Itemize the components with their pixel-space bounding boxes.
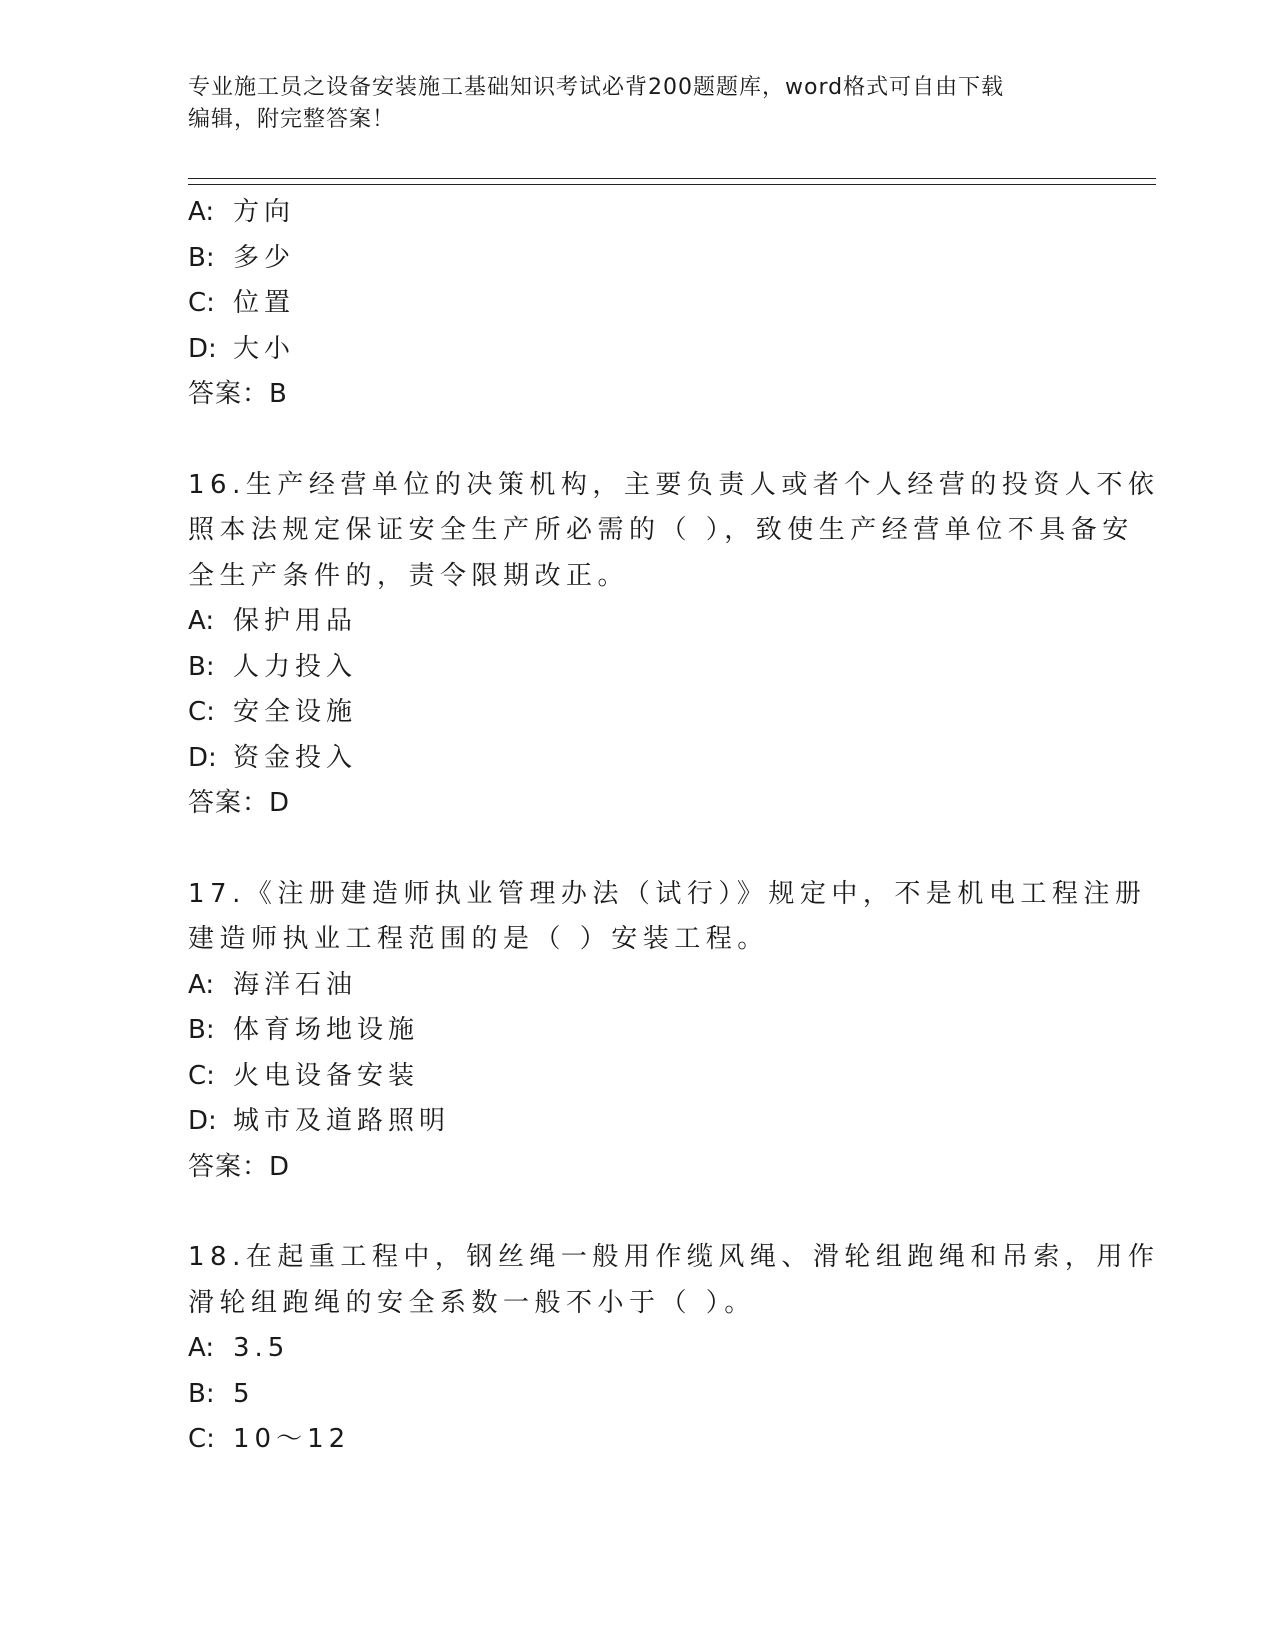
- option-c: C: 位置: [188, 288, 296, 318]
- question-list: [188, 190, 1160, 1463]
- option-b: B: 多少: [188, 242, 296, 273]
- option-c: C: 火电设备安装: [188, 1060, 420, 1091]
- option-a: A: 海洋石油: [188, 969, 358, 1000]
- option-c: C: 安全设施: [188, 697, 358, 727]
- option-b: B: 人力投入: [188, 651, 358, 682]
- answer: 答案：B: [188, 379, 288, 409]
- question-15: [188, 190, 1088, 418]
- question-18: [188, 1235, 1160, 1463]
- header-line-2: 编辑，附完整答案！: [188, 107, 396, 132]
- question-stem: 17.《注册建造师执业管理办法（试行）》规定中，不是机电工程注册 建造师执业工程范围的是（ ）安装工程。: [188, 878, 1147, 954]
- answer: 答案：D: [188, 788, 291, 818]
- option-a: A: 3.5: [188, 1333, 290, 1363]
- question-17: [188, 872, 1147, 1191]
- option-a: A: 方向: [188, 197, 296, 227]
- option-d: D: 资金投入: [188, 742, 358, 773]
- question-stem: 18.在起重工程中，钢丝绳一般用作缆风绳、滑轮组跑绳和吊索，用作 滑轮组跑绳的安全系数一般不小于（ ）。: [188, 1242, 1160, 1318]
- option-b: B: 5: [188, 1378, 255, 1409]
- option-a: A: 保护用品: [188, 606, 358, 636]
- question-16: [188, 463, 1160, 827]
- option-d: D: 大小: [188, 333, 296, 364]
- answer: 答案：D: [188, 1151, 291, 1182]
- question-stem: 16.生产经营单位的决策机构，主要负责人或者个人经营的投资人不依 照本法规定保证安全生产所必需的（ ），致使生产经营单位不具备安 全生产条件的，责令限期改正。: [188, 469, 1160, 591]
- option-c: C: 10～12: [188, 1424, 351, 1454]
- document-header: [188, 72, 1088, 136]
- header-divider: [188, 178, 1156, 185]
- header-line-1: 专业施工员之设备安装施工基础知识考试必背200题题库，word格式可自由下载: [188, 75, 1005, 100]
- option-b: B: 体育场地设施: [188, 1015, 420, 1045]
- option-d: D: 城市及道路照明: [188, 1106, 451, 1136]
